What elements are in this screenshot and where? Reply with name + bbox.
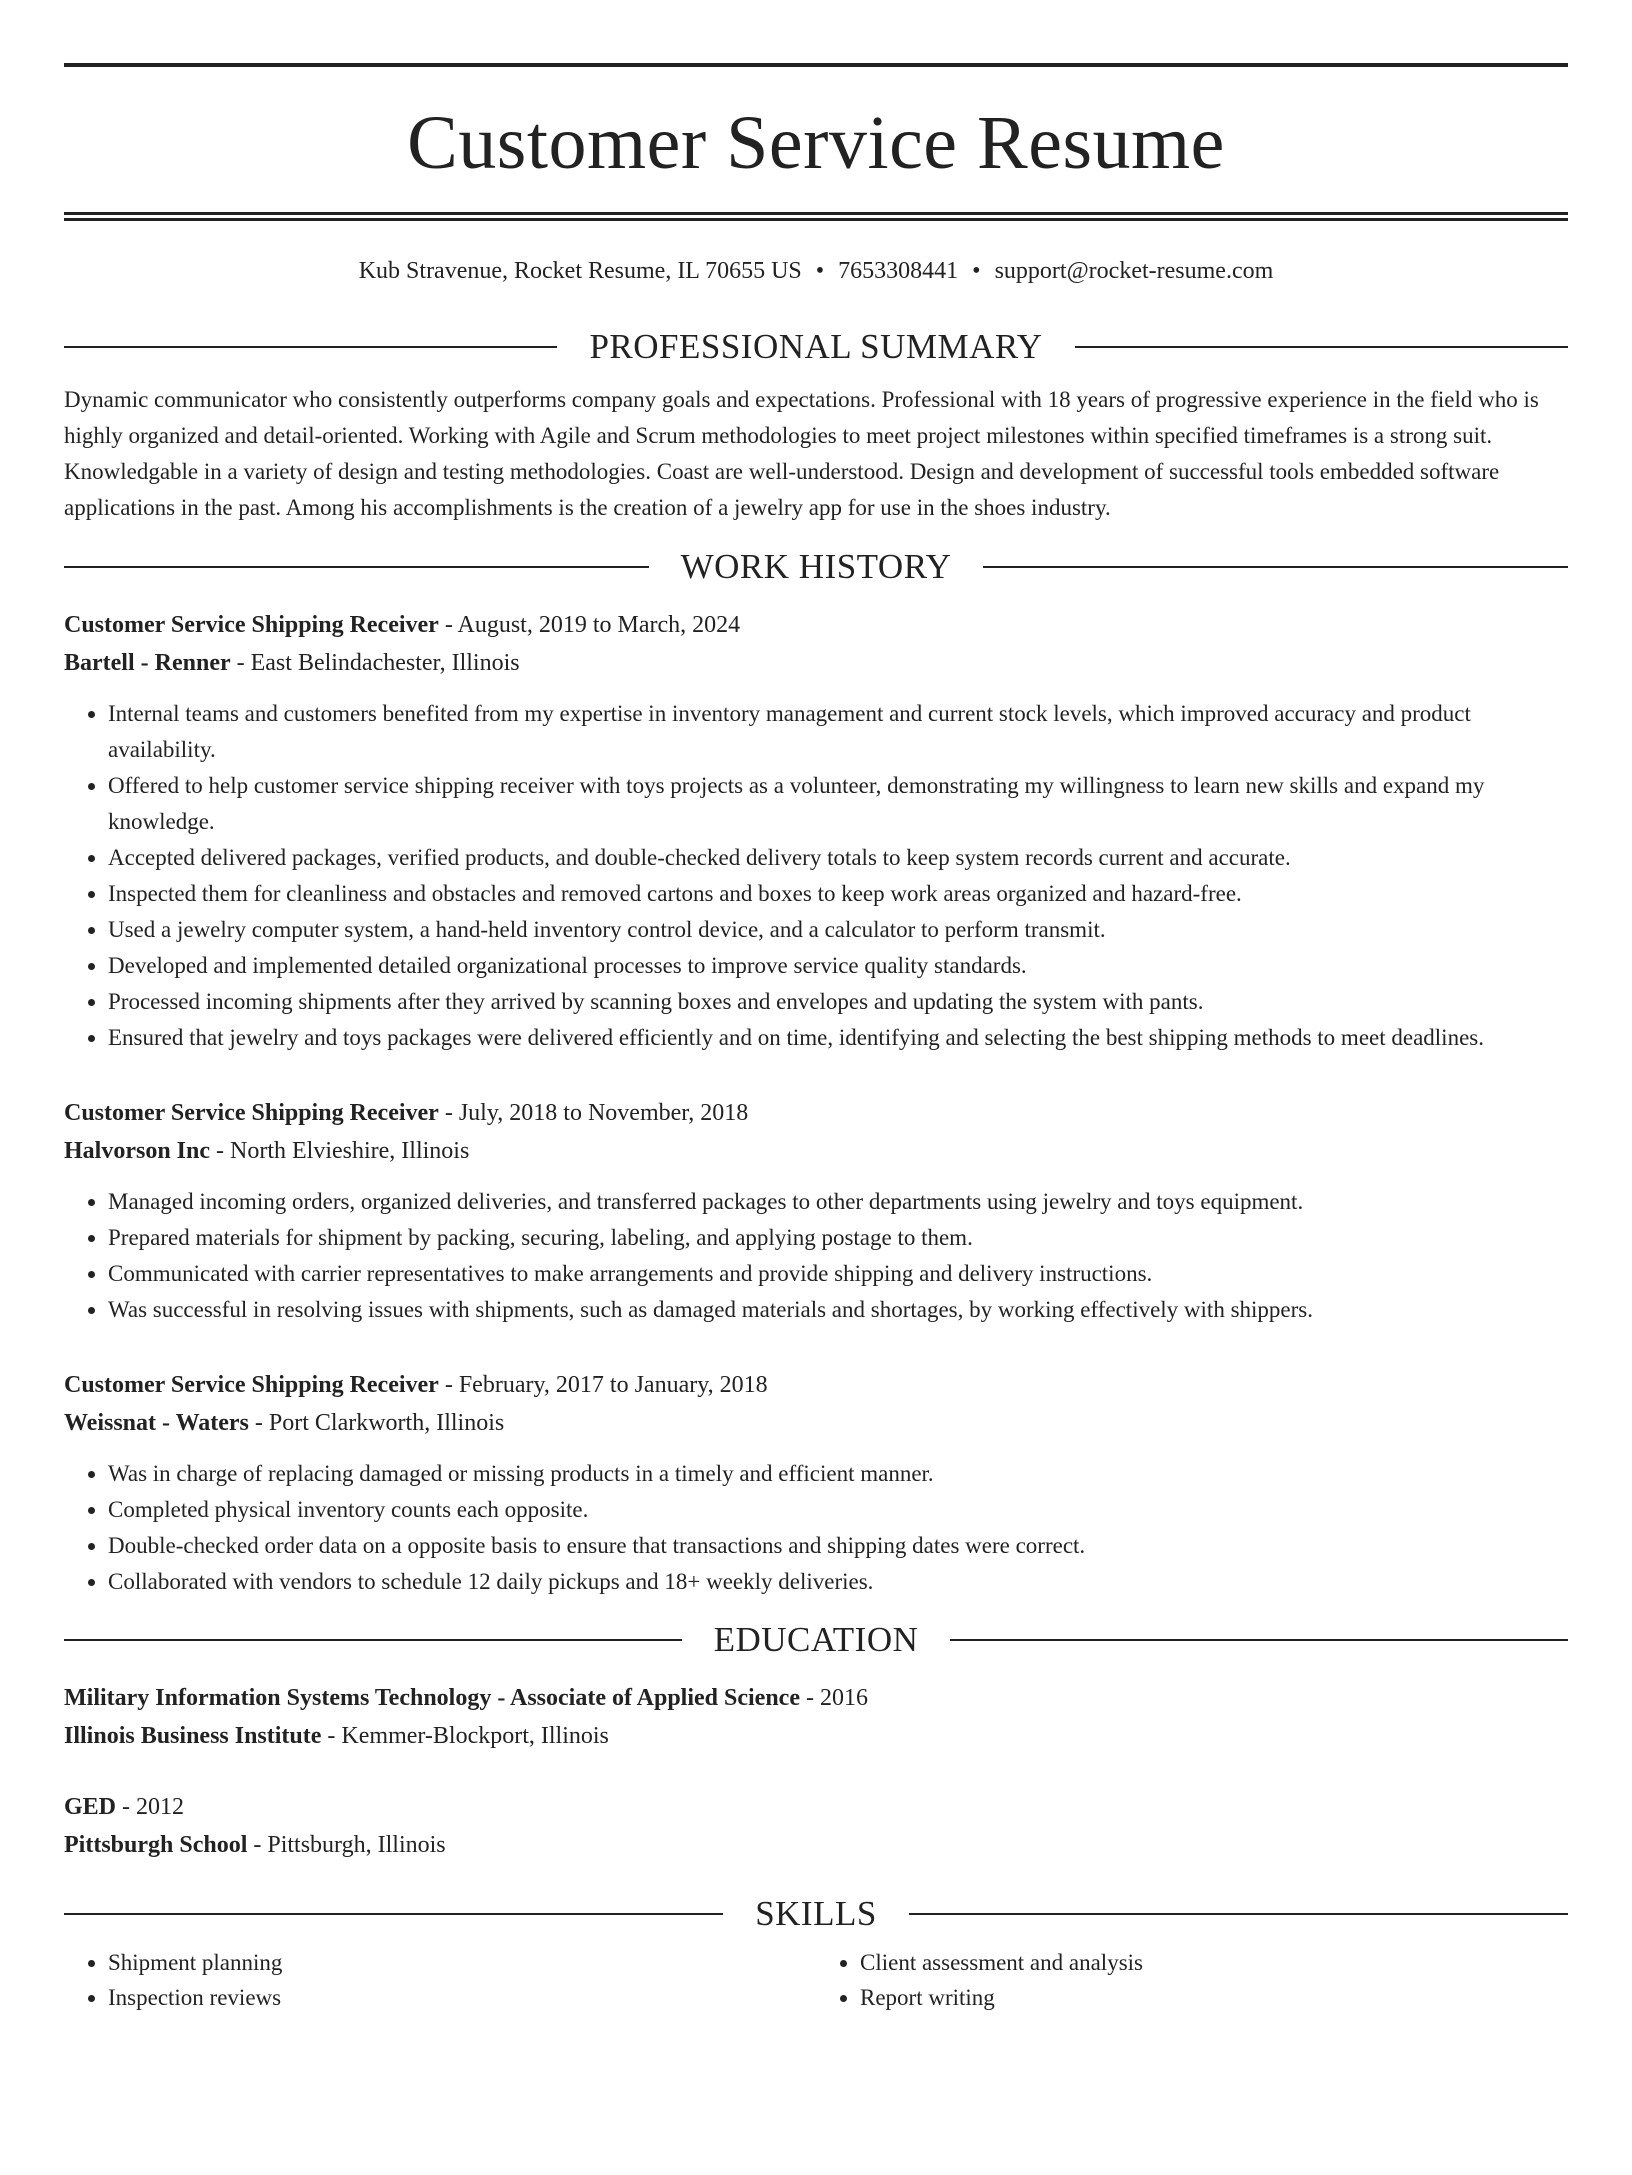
list-item: • Completed physical inventory counts each opposite. [108,1492,1568,1528]
job-location: - North Elvieshire, Illinois [210,1138,470,1164]
degree-line [64,1788,1568,1826]
degree-line [64,1679,1568,1717]
list-item: • Was successful in resolving issues with shipments, such as damaged materials and shortages, by working effectively with shippers. [108,1292,1568,1328]
education-entry [64,1679,1568,1755]
list-item: • Developed and implemented detailed organizational processes to improve service quality standards. [108,948,1568,984]
heading-rule [909,1913,1568,1915]
list-item: • Communicated with carrier representatives to make arrangements and provide shipping and delivery instructions. [108,1256,1568,1292]
top-rule [64,63,1568,67]
list-item: • Inspection reviews [108,1980,816,2015]
school-line [64,1717,1568,1755]
skills-list-right [816,1945,1568,2015]
contact-phone: 7653308441 [838,258,959,284]
job-title: Customer Service Shipping Receiver [64,1372,439,1398]
degree-year: - 2016 [799,1685,868,1711]
heading-rule [983,566,1568,568]
heading-rule [64,1913,723,1915]
list-item: • Double-checked order data on a opposite basis to ensure that transactions and shipping dates were correct. [108,1528,1568,1564]
job-company-line [64,1132,1568,1170]
section-heading-skills [64,1896,1568,1931]
job-bullets [64,696,1568,1056]
school: Illinois Business Institute [64,1723,322,1749]
job-entry [64,606,1568,1056]
job-company: Weissnat - Waters [64,1410,249,1436]
contact-separator: • [972,258,981,284]
job-entry [64,1366,1568,1600]
job-dates: - August, 2019 to March, 2024 [438,612,741,638]
list-item: • Shipment planning [108,1945,816,1980]
job-bullets [64,1184,1568,1328]
section-title: PROFESSIONAL SUMMARY [589,327,1043,366]
list-item: • Report writing [860,1980,1568,2015]
list-item: • Was in charge of replacing damaged or missing products in a timely and efficient manner. [108,1456,1568,1492]
job-title: Customer Service Shipping Receiver [64,1100,439,1126]
heading-rule [64,1639,682,1641]
school-location: - Kemmer-Blockport, Illinois [321,1723,609,1749]
list-item: • Ensured that jewelry and toys packages were delivered efficiently and on time, identifying and selecting the best shipping methods to meet deadlines. [108,1020,1568,1056]
resume-page [0,63,1632,2175]
job-dates: - February, 2017 to January, 2018 [438,1372,768,1398]
list-item: • Managed incoming orders, organized deliveries, and transferred packages to other departments using jewelry and toys equipment. [108,1184,1568,1220]
education-entry [64,1788,1568,1864]
section-heading-work [64,549,1568,584]
heading-rule [1075,346,1568,348]
heading-rule [64,566,649,568]
contact-address: Kub Stravenue, Rocket Resume, IL 70655 US [358,258,802,284]
title-double-rule [64,212,1568,221]
job-dates: - July, 2018 to November, 2018 [438,1100,749,1126]
list-item: • Offered to help customer service shipping receiver with toys projects as a volunteer, demonstrating my willingness to learn new skills and expand my knowledge. [108,768,1568,840]
job-company-line [64,1404,1568,1442]
list-item: • Inspected them for cleanliness and obstacles and removed cartons and boxes to keep work areas organized and hazard-free. [108,876,1568,912]
job-title-line [64,606,1568,644]
list-item: • Prepared materials for shipment by packing, securing, labeling, and applying postage to them. [108,1220,1568,1256]
job-location: - East Belindachester, Illinois [230,650,520,676]
job-company-line [64,644,1568,682]
section-title: SKILLS [755,1894,877,1933]
job-title: Customer Service Shipping Receiver [64,612,439,638]
job-company: Bartell - Renner [64,650,231,676]
section-title: WORK HISTORY [680,547,952,586]
list-item: • Used a jewelry computer system, a hand-held inventory control device, and a calculator to perform transmit. [108,912,1568,948]
job-bullets [64,1456,1568,1600]
degree-year: - 2012 [116,1794,185,1820]
school: Pittsburgh School [64,1832,248,1858]
section-heading-summary [64,329,1568,364]
degree: Military Information Systems Technology - Associate of Applied Science [64,1685,800,1711]
job-location: - Port Clarkworth, Illinois [248,1410,505,1436]
skills-list-left [64,1945,816,2015]
heading-rule [950,1639,1568,1641]
degree: GED [64,1794,117,1820]
job-company: Halvorson Inc [64,1138,211,1164]
skills-columns [64,1945,1568,2015]
summary-paragraph: Dynamic communicator who consistently outperforms company goals and expectations. Professional with 18 years of progressive experience in the field who is highly organized and detail-oriented. Working with Agile and Scrum methodologies to meet project milestones within specified timeframes is a strong suit. Knowledgable in a variety of design and testing methodologies. Coast are well-understood. Design and development of successful tools embedded software applications in the past. Among his accomplishments is the creation of a jewelry app for use in the shoes industry. [64,387,1539,520]
school-line [64,1826,1568,1864]
list-item: • Processed incoming shipments after they arrived by scanning boxes and envelopes and updating the system with pants. [108,984,1568,1020]
job-entry [64,1094,1568,1328]
job-title-line [64,1366,1568,1404]
school-location: - Pittsburgh, Illinois [247,1832,446,1858]
section-title: EDUCATION [713,1620,919,1659]
list-item: • Client assessment and analysis [860,1945,1568,1980]
job-title-line [64,1094,1568,1132]
contact-email: support@rocket-resume.com [994,258,1274,284]
list-item: • Internal teams and customers benefited from my expertise in inventory management and current stock levels, which improved accuracy and product availability. [108,696,1568,768]
section-heading-education [64,1622,1568,1657]
heading-rule [64,346,557,348]
contact-separator: • [815,258,825,284]
resume-title: Customer Service Resume [407,101,1225,185]
contact-line [64,259,1568,283]
list-item: • Accepted delivered packages, verified products, and double-checked delivery totals to keep system records current and accurate. [108,840,1568,876]
list-item: • Collaborated with vendors to schedule 12 daily pickups and 18+ weekly deliveries. [108,1564,1568,1600]
